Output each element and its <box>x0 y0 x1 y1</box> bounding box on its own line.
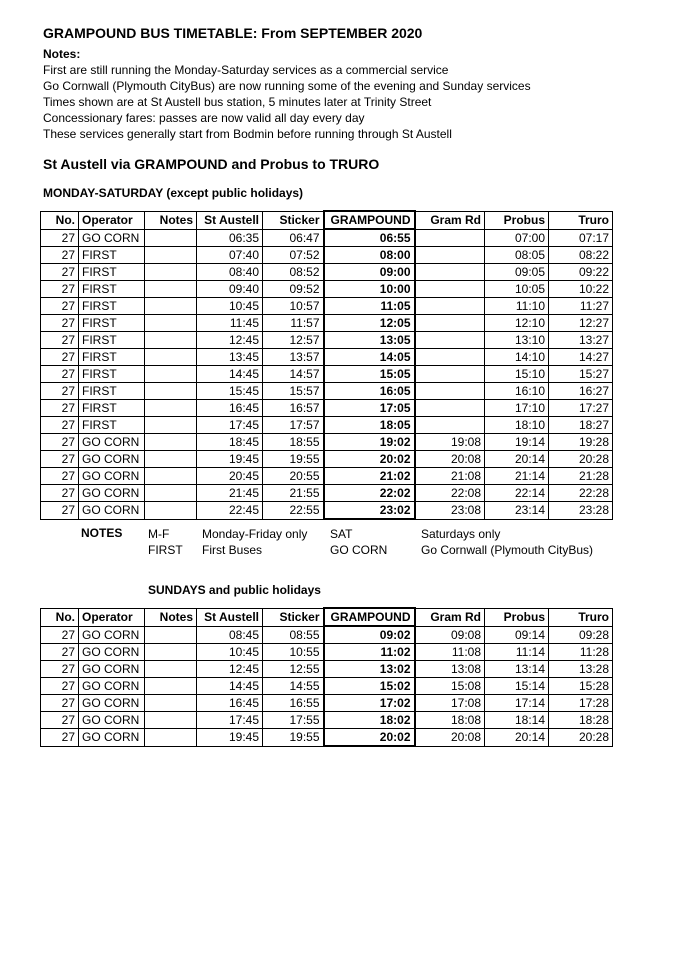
cell-sticker: 14:55 <box>263 678 324 695</box>
cell-notes <box>145 644 197 661</box>
cell-gram-rd <box>415 383 485 400</box>
table-row <box>41 332 613 349</box>
cell-sticker: 10:55 <box>263 644 324 661</box>
cell-st-austell: 19:45 <box>197 451 263 468</box>
cell-notes <box>145 332 197 349</box>
cell-grampound: 19:02 <box>324 434 415 451</box>
cell-operator: GO CORN <box>79 502 145 520</box>
cell-probus: 11:10 <box>485 298 549 315</box>
cell-operator: FIRST <box>79 298 145 315</box>
col-header-number: No. <box>41 211 79 229</box>
cell-truro: 14:27 <box>549 349 613 366</box>
sunday-heading: SUNDAYS and public holidays <box>148 583 321 597</box>
cell-notes <box>145 729 197 747</box>
cell-grampound: 18:05 <box>324 417 415 434</box>
cell-operator: FIRST <box>79 281 145 298</box>
cell-grampound: 15:05 <box>324 366 415 383</box>
cell-notes <box>145 434 197 451</box>
cell-probus: 19:14 <box>485 434 549 451</box>
cell-operator: GO CORN <box>79 626 145 644</box>
cell-grampound: 17:02 <box>324 695 415 712</box>
cell-probus: 12:10 <box>485 315 549 332</box>
cell-grampound: 08:00 <box>324 247 415 264</box>
cell-number: 27 <box>41 332 79 349</box>
cell-sticker: 22:55 <box>263 502 324 520</box>
cell-truro: 20:28 <box>549 451 613 468</box>
cell-gram-rd: 20:08 <box>415 729 485 747</box>
cell-probus: 09:14 <box>485 626 549 644</box>
cell-operator: GO CORN <box>79 661 145 678</box>
cell-st-austell: 14:45 <box>197 366 263 383</box>
cell-number: 27 <box>41 485 79 502</box>
legend-meaning: Monday-Friday only <box>202 527 308 541</box>
cell-gram-rd: 21:08 <box>415 468 485 485</box>
note-line: Concessionary fares: passes are now valid all day every day <box>43 111 365 125</box>
note-line: These services generally start from Bodmin before running through St Austell <box>43 127 452 141</box>
cell-gram-rd: 18:08 <box>415 712 485 729</box>
legend-meanings-left <box>202 526 307 558</box>
cell-number: 27 <box>41 247 79 264</box>
cell-sticker: 07:52 <box>263 247 324 264</box>
cell-probus: 09:05 <box>485 264 549 281</box>
legend-codes-left <box>148 526 183 558</box>
cell-grampound: 13:05 <box>324 332 415 349</box>
cell-operator: FIRST <box>79 264 145 281</box>
cell-truro: 09:28 <box>549 626 613 644</box>
table-header-row <box>41 608 613 626</box>
cell-number: 27 <box>41 298 79 315</box>
cell-truro: 11:28 <box>549 644 613 661</box>
cell-number: 27 <box>41 366 79 383</box>
cell-sticker: 18:55 <box>263 434 324 451</box>
col-header-truro: Truro <box>549 608 613 626</box>
cell-number: 27 <box>41 695 79 712</box>
cell-truro: 22:28 <box>549 485 613 502</box>
table-row <box>41 468 613 485</box>
col-header-st-austell: St Austell <box>197 211 263 229</box>
col-header-sticker: Sticker <box>263 608 324 626</box>
cell-operator: GO CORN <box>79 468 145 485</box>
cell-number: 27 <box>41 626 79 644</box>
cell-sticker: 09:52 <box>263 281 324 298</box>
legend-meaning: First Buses <box>202 543 263 557</box>
cell-truro: 15:28 <box>549 678 613 695</box>
cell-number: 27 <box>41 349 79 366</box>
cell-truro: 16:27 <box>549 383 613 400</box>
table-row <box>41 264 613 281</box>
cell-notes <box>145 264 197 281</box>
cell-truro: 19:28 <box>549 434 613 451</box>
cell-operator: GO CORN <box>79 434 145 451</box>
cell-notes <box>145 468 197 485</box>
legend-label: NOTES <box>81 526 123 540</box>
cell-number: 27 <box>41 229 79 247</box>
cell-st-austell: 08:40 <box>197 264 263 281</box>
cell-truro: 18:27 <box>549 417 613 434</box>
cell-sticker: 13:57 <box>263 349 324 366</box>
cell-operator: FIRST <box>79 349 145 366</box>
cell-operator: GO CORN <box>79 712 145 729</box>
table-row <box>41 400 613 417</box>
cell-probus: 17:10 <box>485 400 549 417</box>
note-line: First are still running the Monday-Saturday services as a commercial service <box>43 63 449 77</box>
cell-operator: FIRST <box>79 383 145 400</box>
col-header-operator: Operator <box>79 608 145 626</box>
cell-truro: 09:22 <box>549 264 613 281</box>
cell-gram-rd <box>415 315 485 332</box>
cell-gram-rd <box>415 400 485 417</box>
col-header-truro: Truro <box>549 211 613 229</box>
legend-code: SAT <box>330 527 353 541</box>
cell-probus: 07:00 <box>485 229 549 247</box>
cell-gram-rd: 19:08 <box>415 434 485 451</box>
cell-number: 27 <box>41 264 79 281</box>
legend-code: GO CORN <box>330 543 388 557</box>
cell-notes <box>145 315 197 332</box>
cell-probus: 14:10 <box>485 349 549 366</box>
cell-gram-rd: 22:08 <box>415 485 485 502</box>
cell-operator: FIRST <box>79 417 145 434</box>
cell-probus: 15:14 <box>485 678 549 695</box>
cell-grampound: 11:05 <box>324 298 415 315</box>
legend-codes-right <box>330 526 387 558</box>
cell-st-austell: 12:45 <box>197 661 263 678</box>
cell-st-austell: 16:45 <box>197 695 263 712</box>
cell-gram-rd: 15:08 <box>415 678 485 695</box>
cell-number: 27 <box>41 315 79 332</box>
cell-probus: 20:14 <box>485 729 549 747</box>
cell-number: 27 <box>41 678 79 695</box>
cell-truro: 15:27 <box>549 366 613 383</box>
cell-gram-rd: 09:08 <box>415 626 485 644</box>
col-header-gram-rd: Gram Rd <box>415 608 485 626</box>
legend-meanings-right <box>421 526 593 558</box>
cell-sticker: 16:55 <box>263 695 324 712</box>
table-row <box>41 712 613 729</box>
table-row <box>41 281 613 298</box>
cell-gram-rd <box>415 281 485 298</box>
cell-grampound: 22:02 <box>324 485 415 502</box>
cell-probus: 23:14 <box>485 502 549 520</box>
cell-notes <box>145 383 197 400</box>
cell-grampound: 13:02 <box>324 661 415 678</box>
cell-sticker: 11:57 <box>263 315 324 332</box>
table-row <box>41 383 613 400</box>
cell-st-austell: 06:35 <box>197 229 263 247</box>
cell-gram-rd: 17:08 <box>415 695 485 712</box>
table-row <box>41 298 613 315</box>
cell-notes <box>145 626 197 644</box>
cell-number: 27 <box>41 451 79 468</box>
page-title: GRAMPOUND BUS TIMETABLE: From SEPTEMBER 2020 <box>43 25 423 41</box>
cell-grampound: 23:02 <box>324 502 415 520</box>
cell-st-austell: 20:45 <box>197 468 263 485</box>
cell-notes <box>145 485 197 502</box>
col-header-sticker: Sticker <box>263 211 324 229</box>
cell-notes <box>145 400 197 417</box>
col-header-probus: Probus <box>485 211 549 229</box>
cell-st-austell: 16:45 <box>197 400 263 417</box>
cell-st-austell: 10:45 <box>197 298 263 315</box>
cell-operator: FIRST <box>79 315 145 332</box>
table-row <box>41 626 613 644</box>
table-row <box>41 729 613 747</box>
notes-heading: Notes: <box>43 47 81 61</box>
cell-sticker: 12:57 <box>263 332 324 349</box>
col-header-notes: Notes <box>145 211 197 229</box>
table-row <box>41 678 613 695</box>
cell-number: 27 <box>41 383 79 400</box>
cell-truro: 17:27 <box>549 400 613 417</box>
cell-st-austell: 13:45 <box>197 349 263 366</box>
cell-notes <box>145 247 197 264</box>
cell-st-austell: 11:45 <box>197 315 263 332</box>
col-header-grampound: GRAMPOUND <box>324 608 415 626</box>
cell-grampound: 20:02 <box>324 451 415 468</box>
cell-sticker: 21:55 <box>263 485 324 502</box>
table-row <box>41 661 613 678</box>
cell-operator: GO CORN <box>79 229 145 247</box>
cell-st-austell: 18:45 <box>197 434 263 451</box>
cell-gram-rd <box>415 332 485 349</box>
weekday-heading: MONDAY-SATURDAY (except public holidays) <box>43 186 304 200</box>
col-header-grampound: GRAMPOUND <box>324 211 415 229</box>
cell-sticker: 08:52 <box>263 264 324 281</box>
legend-meaning: Saturdays only <box>421 527 501 541</box>
cell-gram-rd <box>415 366 485 383</box>
cell-notes <box>145 417 197 434</box>
cell-st-austell: 14:45 <box>197 678 263 695</box>
cell-grampound: 17:05 <box>324 400 415 417</box>
cell-st-austell: 21:45 <box>197 485 263 502</box>
cell-probus: 15:10 <box>485 366 549 383</box>
cell-st-austell: 17:45 <box>197 417 263 434</box>
cell-notes <box>145 281 197 298</box>
cell-truro: 17:28 <box>549 695 613 712</box>
cell-notes <box>145 451 197 468</box>
cell-notes <box>145 298 197 315</box>
cell-grampound: 16:05 <box>324 383 415 400</box>
cell-operator: GO CORN <box>79 695 145 712</box>
table-row <box>41 485 613 502</box>
col-header-probus: Probus <box>485 608 549 626</box>
cell-notes <box>145 678 197 695</box>
cell-gram-rd: 11:08 <box>415 644 485 661</box>
table-row <box>41 247 613 264</box>
cell-number: 27 <box>41 661 79 678</box>
cell-sticker: 14:57 <box>263 366 324 383</box>
cell-sticker: 17:55 <box>263 712 324 729</box>
cell-grampound: 12:05 <box>324 315 415 332</box>
cell-grampound: 11:02 <box>324 644 415 661</box>
cell-notes <box>145 229 197 247</box>
cell-sticker: 17:57 <box>263 417 324 434</box>
cell-notes <box>145 366 197 383</box>
cell-truro: 13:27 <box>549 332 613 349</box>
cell-truro: 20:28 <box>549 729 613 747</box>
cell-gram-rd: 13:08 <box>415 661 485 678</box>
cell-sticker: 06:47 <box>263 229 324 247</box>
col-header-operator: Operator <box>79 211 145 229</box>
note-line: Times shown are at St Austell bus station, 5 minutes later at Trinity Street <box>43 95 432 109</box>
cell-probus: 11:14 <box>485 644 549 661</box>
cell-operator: GO CORN <box>79 678 145 695</box>
cell-gram-rd <box>415 298 485 315</box>
cell-st-austell: 07:40 <box>197 247 263 264</box>
cell-st-austell: 15:45 <box>197 383 263 400</box>
cell-sticker: 19:55 <box>263 729 324 747</box>
cell-probus: 13:10 <box>485 332 549 349</box>
cell-truro: 12:27 <box>549 315 613 332</box>
table-row <box>41 695 613 712</box>
cell-notes <box>145 502 197 520</box>
cell-gram-rd <box>415 229 485 247</box>
cell-probus: 21:14 <box>485 468 549 485</box>
cell-st-austell: 17:45 <box>197 712 263 729</box>
cell-grampound: 10:00 <box>324 281 415 298</box>
cell-st-austell: 19:45 <box>197 729 263 747</box>
col-header-notes: Notes <box>145 608 197 626</box>
cell-gram-rd <box>415 349 485 366</box>
cell-operator: GO CORN <box>79 644 145 661</box>
legend-code: FIRST <box>148 543 183 557</box>
cell-grampound: 09:00 <box>324 264 415 281</box>
cell-number: 27 <box>41 729 79 747</box>
cell-st-austell: 09:40 <box>197 281 263 298</box>
cell-gram-rd: 23:08 <box>415 502 485 520</box>
cell-probus: 20:14 <box>485 451 549 468</box>
cell-grampound: 18:02 <box>324 712 415 729</box>
cell-probus: 08:05 <box>485 247 549 264</box>
cell-truro: 23:28 <box>549 502 613 520</box>
cell-truro: 07:17 <box>549 229 613 247</box>
cell-grampound: 21:02 <box>324 468 415 485</box>
table-row <box>41 366 613 383</box>
sunday-timetable <box>40 607 613 747</box>
table-row <box>41 229 613 247</box>
cell-probus: 18:14 <box>485 712 549 729</box>
cell-grampound: 06:55 <box>324 229 415 247</box>
cell-grampound: 20:02 <box>324 729 415 747</box>
cell-st-austell: 10:45 <box>197 644 263 661</box>
table-header-row <box>41 211 613 229</box>
route-title: St Austell via GRAMPOUND and Probus to TRURO <box>43 156 380 172</box>
cell-gram-rd <box>415 247 485 264</box>
cell-operator: FIRST <box>79 400 145 417</box>
cell-st-austell: 08:45 <box>197 626 263 644</box>
cell-number: 27 <box>41 644 79 661</box>
cell-probus: 13:14 <box>485 661 549 678</box>
cell-st-austell: 12:45 <box>197 332 263 349</box>
cell-sticker: 10:57 <box>263 298 324 315</box>
table-row <box>41 417 613 434</box>
cell-operator: FIRST <box>79 366 145 383</box>
cell-truro: 13:28 <box>549 661 613 678</box>
cell-number: 27 <box>41 502 79 520</box>
cell-probus: 10:05 <box>485 281 549 298</box>
cell-gram-rd <box>415 417 485 434</box>
cell-truro: 08:22 <box>549 247 613 264</box>
cell-number: 27 <box>41 417 79 434</box>
cell-operator: GO CORN <box>79 451 145 468</box>
legend-meaning: Go Cornwall (Plymouth CityBus) <box>421 543 594 557</box>
cell-probus: 22:14 <box>485 485 549 502</box>
cell-sticker: 15:57 <box>263 383 324 400</box>
cell-number: 27 <box>41 468 79 485</box>
cell-notes <box>145 349 197 366</box>
cell-truro: 11:27 <box>549 298 613 315</box>
cell-notes <box>145 661 197 678</box>
cell-operator: GO CORN <box>79 729 145 747</box>
table-row <box>41 434 613 451</box>
cell-probus: 16:10 <box>485 383 549 400</box>
cell-sticker: 08:55 <box>263 626 324 644</box>
table-row <box>41 349 613 366</box>
cell-st-austell: 22:45 <box>197 502 263 520</box>
note-line: Go Cornwall (Plymouth CityBus) are now running some of the evening and Sunday services <box>43 79 531 93</box>
cell-operator: FIRST <box>79 247 145 264</box>
cell-grampound: 15:02 <box>324 678 415 695</box>
table-row <box>41 644 613 661</box>
cell-sticker: 19:55 <box>263 451 324 468</box>
cell-sticker: 16:57 <box>263 400 324 417</box>
cell-notes <box>145 695 197 712</box>
col-header-number: No. <box>41 608 79 626</box>
cell-grampound: 14:05 <box>324 349 415 366</box>
cell-grampound: 09:02 <box>324 626 415 644</box>
cell-operator: FIRST <box>79 332 145 349</box>
table-row <box>41 315 613 332</box>
cell-number: 27 <box>41 281 79 298</box>
col-header-gram-rd: Gram Rd <box>415 211 485 229</box>
cell-truro: 21:28 <box>549 468 613 485</box>
weekday-timetable <box>40 210 613 520</box>
cell-truro: 18:28 <box>549 712 613 729</box>
cell-operator: GO CORN <box>79 485 145 502</box>
cell-number: 27 <box>41 434 79 451</box>
cell-number: 27 <box>41 712 79 729</box>
table-row <box>41 502 613 520</box>
cell-notes <box>145 712 197 729</box>
cell-sticker: 20:55 <box>263 468 324 485</box>
col-header-st-austell: St Austell <box>197 608 263 626</box>
cell-truro: 10:22 <box>549 281 613 298</box>
cell-probus: 18:10 <box>485 417 549 434</box>
cell-probus: 17:14 <box>485 695 549 712</box>
legend-code: M-F <box>148 527 170 541</box>
cell-number: 27 <box>41 400 79 417</box>
cell-gram-rd <box>415 264 485 281</box>
table-row <box>41 451 613 468</box>
cell-gram-rd: 20:08 <box>415 451 485 468</box>
cell-sticker: 12:55 <box>263 661 324 678</box>
